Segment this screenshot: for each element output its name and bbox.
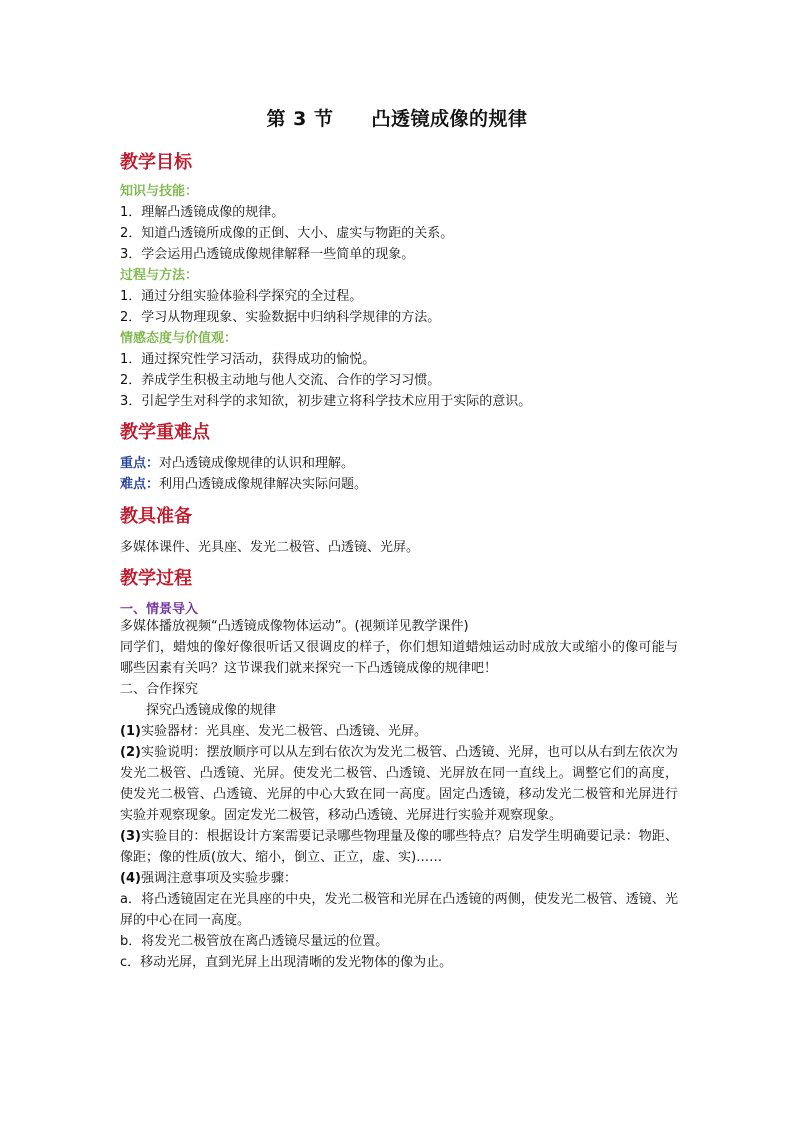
step-text: 强调注意事项及实验步骤： [140, 871, 297, 886]
difficulty-line [120, 473, 680, 492]
title-section: 第 3 节 [266, 108, 334, 130]
subheading-process: 过程与方法： [120, 268, 199, 283]
paragraph: 二、合作探究 [120, 682, 199, 697]
difficulty-label: 难点： [120, 477, 160, 492]
key-point-label: 重点： [120, 456, 160, 471]
subheading-knowledge: 知识与技能： [120, 184, 199, 199]
step-label: (2) [120, 745, 141, 760]
heading-key-points: 教学重难点 [120, 422, 210, 443]
step-label: (1) [120, 724, 141, 739]
step-text: 实验器材：光具座、发光二极管、凸透镜、光屏。 [140, 724, 427, 739]
step-label: (4) [120, 871, 141, 886]
difficulty-text: 利用凸透镜成像规律解决实际问题。 [159, 477, 368, 492]
goal-item: 1．通过分组实验体验科学探究的全过程。 [120, 289, 363, 304]
subheading-attitude: 情感态度与价值观： [120, 331, 238, 346]
paragraph: c．移动光屏，直到光屏上出现清晰的发光物体的像为止。 [120, 955, 453, 970]
goal-item: 1．通过探究性学习活动，获得成功的愉悦。 [120, 352, 376, 367]
goal-item: 1．理解凸透镜成像的规律。 [120, 205, 285, 220]
key-point-line [120, 452, 680, 471]
paragraph [120, 826, 678, 868]
paragraph: 多媒体播放视频“凸透镜成像物体运动”。(视频详见教学课件) [120, 619, 469, 634]
paragraph [120, 742, 678, 826]
paragraph: 同学们，蜡烛的像好像很听话又很调皮的样子，你们想知道蜡烛运动时成放大或缩小的像可能与哪些因素有关吗？这节课我们就来探究一下凸透镜成像的规律吧！ [120, 640, 678, 676]
page-title [0, 104, 794, 131]
goal-item: 3．引起学生对科学的求知欲，初步建立将科学技术应用于实际的意识。 [120, 394, 532, 409]
paragraph: 探究凸透镜成像的规律 [146, 703, 277, 718]
paragraph: a．将凸透镜固定在光具座的中央，发光二极管和光屏在凸透镜的两侧，使发光二极管、透镜、光屏的中心在同一高度。 [120, 892, 678, 928]
step-text: 实验目的：根据设计方案需要记录哪些物理量及像的哪些特点？启发学生明确要记录：物距、像距；像的性质(放大、缩小，倒立、正立，虚、实)…… [120, 829, 678, 865]
paragraph: b．将发光二极管放在离凸透镜尽量远的位置。 [120, 934, 389, 949]
title-text: 凸透镜成像的规律 [371, 108, 528, 130]
step-label: (3) [120, 829, 141, 844]
goal-item: 2．学习从物理现象、实验数据中归纳科学规律的方法。 [120, 310, 441, 325]
goal-item: 2．养成学生积极主动地与他人交流、合作的学习习惯。 [120, 373, 441, 388]
paragraph [120, 868, 678, 889]
heading-process: 教学过程 [120, 568, 192, 589]
key-point-text: 对凸透镜成像规律的认识和理解。 [159, 456, 355, 471]
step-text: 实验说明：摆放顺序可以从左到右依次为发光二极管、凸透镜、光屏，也可以从右到左依次为发光二极管、凸透镜、光屏。使发光二极管、凸透镜、光屏放在同一直线上。调整它们的高度，使发光二极管、凸透镜、光屏的中心大致在同一高度。固定凸透镜，移动发光二极管和光屏进行实验并观察现象。固定发光二极管，移动凸透镜、光屏进行实验并观察现象。 [120, 745, 678, 823]
process-body [120, 616, 678, 973]
goal-item: 3．学会运用凸透镜成像规律解释一些简单的现象。 [120, 247, 415, 262]
paragraph [120, 721, 678, 742]
heading-materials: 教具准备 [120, 506, 192, 527]
heading-teaching-goals: 教学目标 [120, 152, 192, 173]
goal-item: 2．知道凸透镜所成像的正倒、大小、虚实与物距的关系。 [120, 226, 454, 241]
materials-text: 多媒体课件、光具座、发光二极管、凸透镜、光屏。 [120, 540, 420, 555]
subheading-intro: 一、情景导入 [120, 602, 199, 617]
